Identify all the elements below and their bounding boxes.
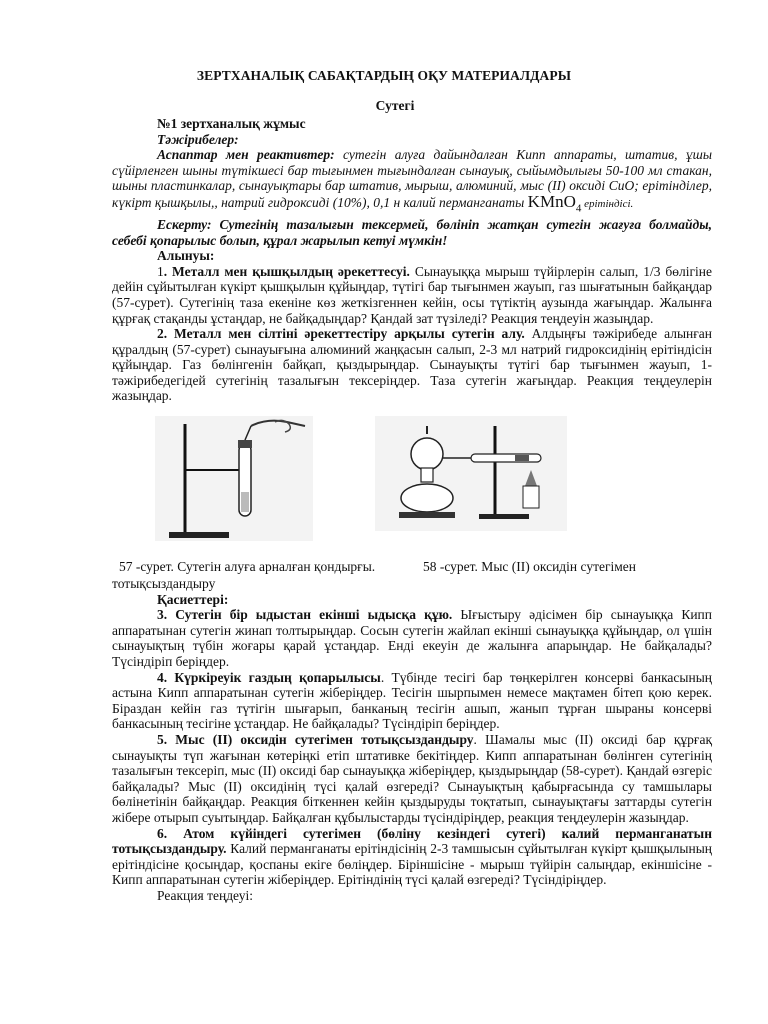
p4-text: . Түбінде тесігі бар төңкерілген консерві банкасының астына Кипп аппаратынан сутегін жіберіңдер. Тесігін шырпымен немесе мақтамен бітеп қою керек. Біраздан кейін газ түтігін шығарып, банканың тесігін ашып, жанып тұрған шыраны консерві банкасының тесігіне ұстаңдар. Не байқалады? Түсіндіріп беріңдер. <box>112 669 712 732</box>
figure-58 <box>375 416 567 531</box>
caption-58: 58 -сурет. Мыс (ІІ) оксидін сутегімен <box>423 559 637 575</box>
p5-title: 5. Мыс (ІІ) оксидін сутегімен тотықсыздандыру <box>157 732 474 748</box>
page-title: ЗЕРТХАНАЛЫҚ САБАҚТАРДЫҢ ОҚУ МАТЕРИАЛДАРЫ <box>196 68 572 83</box>
p3-text: Ығыстыру әдісімен бір сынауыққа Кипп аппаратынан сутегін жинап толтырыңдар. Сосын сутегін жайлап екінші сынауыққа құйыңдар, ол үшін сынауықтың түбін жоғары қарай ұстаңдар. Енді екеуін де жалынға апарыңдар. Не байқалады? Түсіндіріп беріңдер. <box>112 607 712 670</box>
kmno4-subscript: 4 <box>575 202 582 215</box>
reagents-label: Аспаптар мен реактивтер: <box>157 147 335 163</box>
p2-title: 2. Металл мен сілтіні әрекеттестіру арқылы сутегін алу. <box>157 326 525 342</box>
paragraph-2 <box>112 326 712 404</box>
figures-row <box>112 416 712 556</box>
reagents-paragraph <box>112 147 712 217</box>
reagents-tail: ерітіндісі. <box>581 197 634 210</box>
apparatus-stand-illustration <box>155 416 313 541</box>
reagents-text: сутегін алуға дайындалған Кипп аппараты, штатив, ұшы сүйірленген шыны түтікшесі бар тығынмен тығындалған сынауық, сыйымдылығы 50-100 мл стакан, шыны пластинкалар, сынауықтары бар штатив, мырыш, алюминий, мыс (ІІ) оксиді CuO; ерітінділер, күкірт қышқылы,, натрий гидроксиді (10%), 0,1 н калий перманганаты <box>112 147 712 210</box>
properties-label: Қасиеттері: <box>157 591 229 607</box>
p2-text: Алдыңғы тәжірибеде алынған құралдың (57-сурет) сынауығына алюминий жаңқасын салып, 2-3 мл натрий гидроксидінің ерітіндісін құйыңдар. Газ бөлінгенін байқап, қыздырыңдар. Сынауықты түтігі бар тығынмен жауып, 1-тәжірибедегідей сутегінің тазалығын тексеріңдер. Таза сутегін жағыңдар. Реакция теңдеулерін жазыңдар. <box>112 326 712 404</box>
p3-title: 3. Сутегін бір ыдыстан екінші ыдысқа құю. <box>157 607 453 623</box>
reaction-label: Реакция теңдеуі: <box>157 887 253 903</box>
copper-oxide-reduction-illustration <box>375 416 567 531</box>
document-body <box>112 116 712 904</box>
paragraph-3 <box>112 607 712 669</box>
experiments-label: Тәжірибелер: <box>157 131 239 147</box>
p1-title: . Металл мен қышқылдың әрекеттесуі. <box>163 263 410 279</box>
section-subtitle: Сутегі <box>375 98 415 113</box>
figure-captions <box>112 559 712 576</box>
p1-number: 1 <box>157 263 164 279</box>
p4-title: 4. Күркіреуік газдың қопарылысы <box>157 669 381 685</box>
figure-57 <box>155 416 313 541</box>
caption-57: 57 -сурет. Сутегін алуға арналған қондырғы. <box>119 559 376 575</box>
p6-title: 6. Атом күйіндегі сутегімен (бөліну кезіндегі сутегі) калий перманганатын тотықсыздандыру. <box>112 825 712 857</box>
p5-text: . Шамалы мыс (ІІ) оксиді бар құрғақ сынауықты түп жағынан көтеріңкі етіп штативке бекітіңдер. Кипп аппаратынан бөлінген сутегінің тазалығын тексеріп, мыс (ІІ) оксиді бар сынауыққа жіберіңдер, қыздырыңдар (58-сурет). Қандай өзгеріс байқалады? Мыс (ІІ) оксидінің түсі қалай өзгереді? Сынауықтың қабырғасында су тамшылары бөлінетінін байқаңдар. Реакция біткеннен кейін қыздыруды тоқтатып, сынауықтағы заттарды сутегін жібере отырып суытыңдар. Байқалған құбылыстарды түсіндіріңдер, реакция теңдеулерін жазыңдар. <box>112 732 713 825</box>
paragraph-5 <box>112 732 712 826</box>
p6-text: Калий перманганаты ерітіндісінің 2-3 тамшысын сұйытылған күкірт қышқылының ерітіндісіне қосыңдар, қоспаны екіге бөліңдер. Біріншісіне - мырыш түйірін салыңдар, екіншісіне - Кипп аппаратынан сутегін жіберіңдер. Ерітіндінің түсі қалай өзгереді? Түсіндіріңдер. <box>112 841 712 888</box>
paragraph-6 <box>112 826 712 888</box>
paragraph-4 <box>112 670 712 732</box>
caption-58-continued: тотықсыздандыру <box>112 576 216 592</box>
p1-text: Сынауыққа мырыш түйірлерін салып, 1/3 бөлігіне дейін сұйытылған күкірт қышқылын құйыңдар, түтігі бар тығынмен жауып, газ шығатынын байқаңдар (57-сурет). Сутегінің таза екеніне көз жеткізгеннен кейін, осы түтіктің аузында жағыңдар. Жалынға құрғақ стақанды ұстаңдар, не байқадыңдар? Қандай зат түзіледі? Реакция теңдеуін жазыңдар. <box>112 263 712 326</box>
work-title: №1 зертханалық жұмыс <box>157 116 306 131</box>
paragraph-1 <box>112 264 712 326</box>
kmno4-base: KMnO <box>527 191 576 211</box>
warning-text: Ескерту: Сутегінің тазалығын тексермей, бөлініп жатқан сутегін жағуға болмайды, себебі қопарылыс болып, құрал жарылып кетуі мүмкін! <box>112 216 712 248</box>
obtaining-label: Алынуы: <box>157 248 215 264</box>
kmno4-formula <box>527 191 582 215</box>
